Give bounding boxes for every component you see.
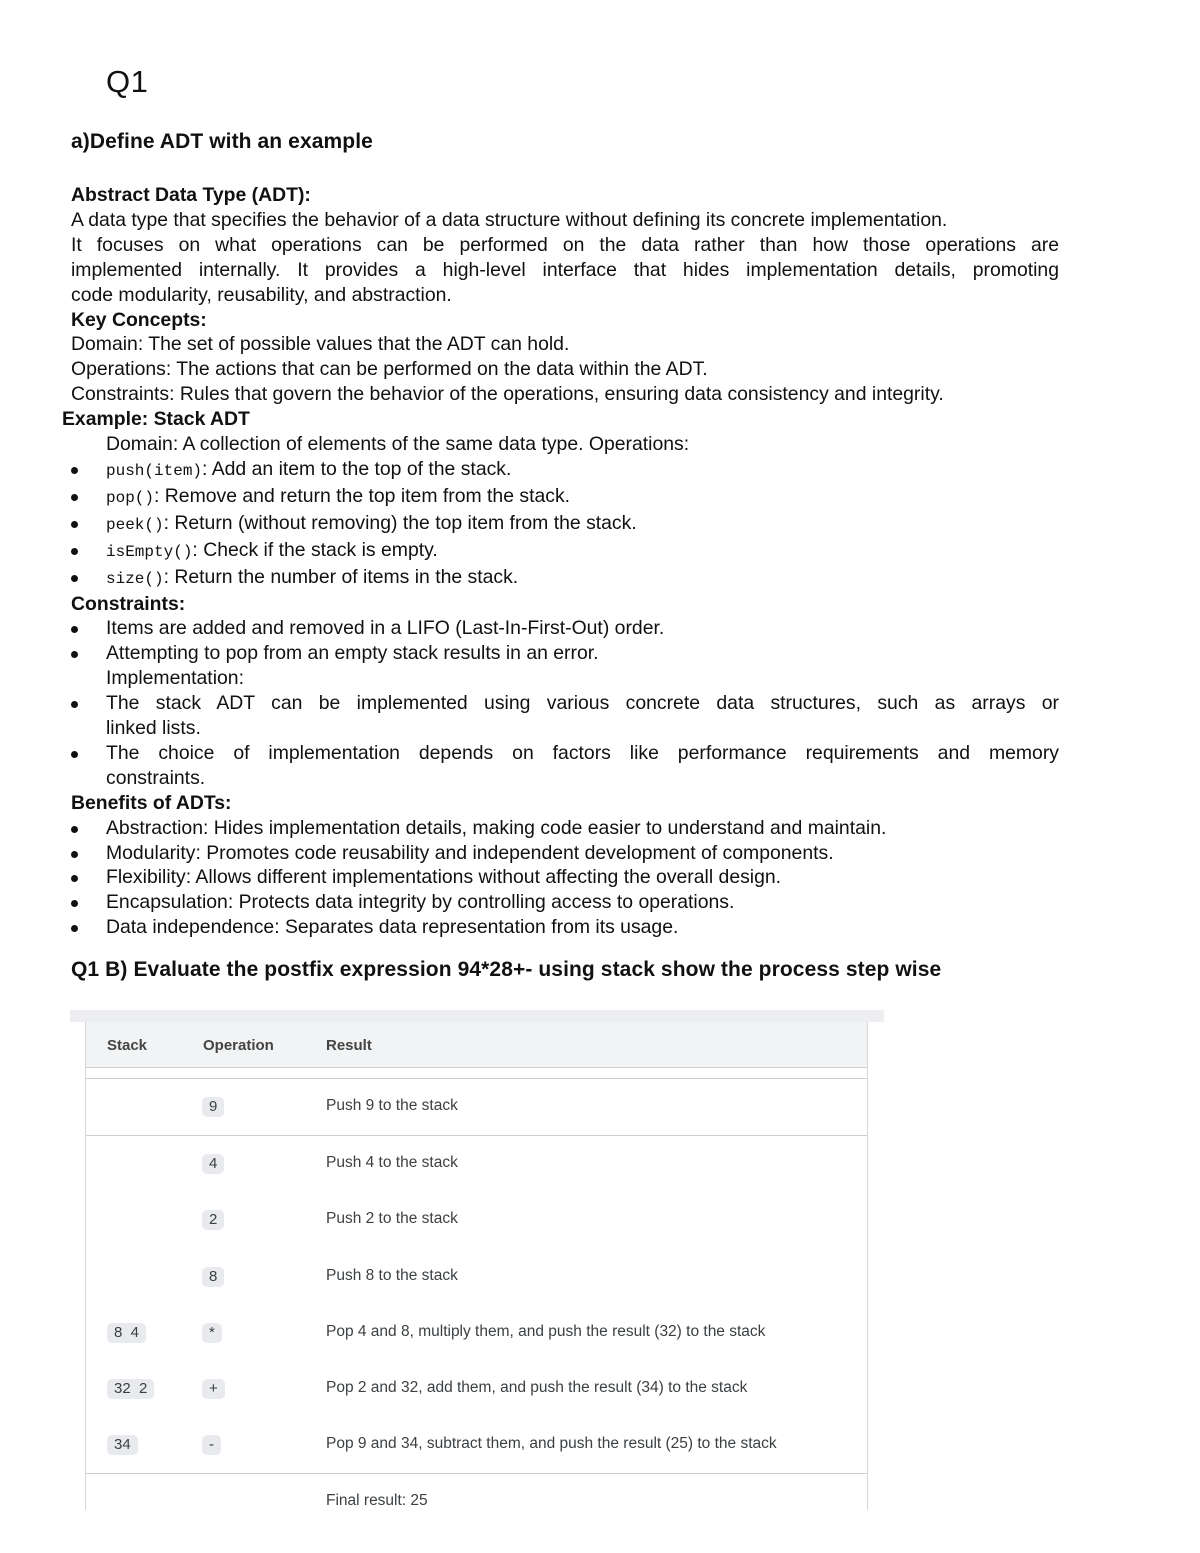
operation-desc: : Return the number of items in the stack. xyxy=(163,565,519,588)
header-operation: Operation xyxy=(203,1037,274,1054)
table-top-bar xyxy=(70,1010,884,1022)
table-row xyxy=(86,1361,867,1417)
page-label: Q1 xyxy=(106,64,149,99)
benefit-item: Abstraction: Hides implementation details, making code easier to understand and maintain. xyxy=(71,816,1059,841)
example-title: Example: Stack ADT xyxy=(62,408,250,431)
result-text: Pop 2 and 32, add them, and push the result (34) to the stack xyxy=(326,1379,748,1396)
table-row xyxy=(86,1192,867,1248)
benefit-item: Encapsulation: Protects data integrity by controlling access to operations. xyxy=(71,890,1059,915)
result-text: Push 9 to the stack xyxy=(326,1097,458,1114)
operation-code: push(item) xyxy=(106,461,203,480)
operation-item xyxy=(71,565,1059,592)
benefit-item: Data independence: Separates data representation from its usage. xyxy=(71,915,1059,940)
implementation-item-cont: linked lists. xyxy=(106,717,201,740)
operation-chip: + xyxy=(202,1379,225,1399)
section-b-heading: Q1 B) Evaluate the postfix expression 94*28+- using stack show the process step wise xyxy=(71,958,942,981)
operation-code: size() xyxy=(106,569,164,588)
operation-desc: : Add an item to the top of the stack. xyxy=(202,457,512,480)
final-row xyxy=(86,1474,867,1530)
operation-chip: 9 xyxy=(202,1097,224,1117)
result-text: Pop 4 and 8, multiply them, and push the result (32) to the stack xyxy=(326,1323,766,1340)
benefits-title: Benefits of ADTs: xyxy=(71,791,232,814)
key-concept-item: Operations: The actions that can be performed on the data within the ADT. xyxy=(71,358,708,381)
table-row xyxy=(86,1305,867,1361)
definition-line: implemented internally. It provides a high-level interface that hides implementation details, promoting xyxy=(71,258,1059,281)
result-text: Push 4 to the stack xyxy=(326,1154,458,1171)
key-concept-item: Domain: The set of possible values that the ADT can hold. xyxy=(71,333,570,356)
stack-evaluation-table xyxy=(70,1010,884,1510)
operation-item xyxy=(71,457,1059,484)
section-a-body xyxy=(62,183,1059,940)
operation-chip: - xyxy=(202,1435,221,1455)
definition-line: code modularity, reusability, and abstraction. xyxy=(71,283,452,306)
benefit-item: Flexibility: Allows different implementations without affecting the overall design. xyxy=(71,865,1059,890)
key-concepts-title: Key Concepts: xyxy=(71,308,207,331)
operation-desc: : Check if the stack is empty. xyxy=(192,538,438,561)
definition-line: It focuses on what operations can be performed on the data rather than how those operations are xyxy=(71,233,1059,256)
table-row xyxy=(86,1136,867,1192)
implementation-item: The stack ADT can be implemented using various concrete data structures, such as arrays or xyxy=(71,691,1059,716)
operation-item xyxy=(71,484,1059,511)
operation-chip: 4 xyxy=(202,1154,224,1174)
example-domain: Domain: A collection of elements of the same data type. Operations: xyxy=(106,433,690,456)
constraint-item: Items are added and removed in a LIFO (Last-In-First-Out) order. xyxy=(71,616,1059,641)
stack-chip: 8 4 xyxy=(107,1323,146,1343)
operation-desc: : Remove and return the top item from the stack. xyxy=(154,484,571,507)
operation-chip: * xyxy=(202,1323,222,1343)
key-concept-item: Constraints: Rules that govern the behavior of the operations, ensuring data consistency and integrity. xyxy=(71,383,944,406)
adt-title: Abstract Data Type (ADT): xyxy=(71,184,311,206)
implementation-item: The choice of implementation depends on factors like performance requirements and memory xyxy=(71,741,1059,766)
header-result: Result xyxy=(326,1037,372,1054)
constraint-item: Attempting to pop from an empty stack results in an error. xyxy=(71,641,1059,666)
definition-line: A data type that specifies the behavior of a data structure without defining its concrete implementation. xyxy=(71,208,948,231)
table-row xyxy=(86,1079,867,1135)
header-stack: Stack xyxy=(107,1037,148,1054)
table-row xyxy=(86,1249,867,1305)
result-text: Push 2 to the stack xyxy=(326,1210,458,1227)
final-result: Final result: 25 xyxy=(326,1492,428,1509)
table-body xyxy=(85,1022,868,1510)
result-text: Push 8 to the stack xyxy=(326,1267,458,1284)
constraints-title: Constraints: xyxy=(71,592,186,615)
stack-chip: 32 2 xyxy=(107,1379,154,1399)
operation-code: isEmpty() xyxy=(106,542,193,561)
operation-item xyxy=(71,511,1059,538)
stack-chip: 34 xyxy=(107,1435,138,1455)
implementation-item-cont: constraints. xyxy=(106,766,206,789)
operation-chip: 8 xyxy=(202,1267,224,1287)
operation-chip: 2 xyxy=(202,1210,224,1230)
table-header-row xyxy=(86,1022,867,1068)
operation-code: pop() xyxy=(106,488,155,507)
implementation-label: Implementation: xyxy=(106,667,244,690)
operation-code: peek() xyxy=(106,515,164,534)
operation-desc: : Return (without removing) the top item from the stack. xyxy=(163,511,637,534)
result-text: Pop 9 and 34, subtract them, and push the result (25) to the stack xyxy=(326,1435,777,1452)
benefit-item: Modularity: Promotes code reusability and independent development of components. xyxy=(71,841,1059,866)
table-row xyxy=(86,1417,867,1473)
section-a-heading: a)Define ADT with an example xyxy=(71,130,373,153)
operation-item xyxy=(71,538,1059,565)
